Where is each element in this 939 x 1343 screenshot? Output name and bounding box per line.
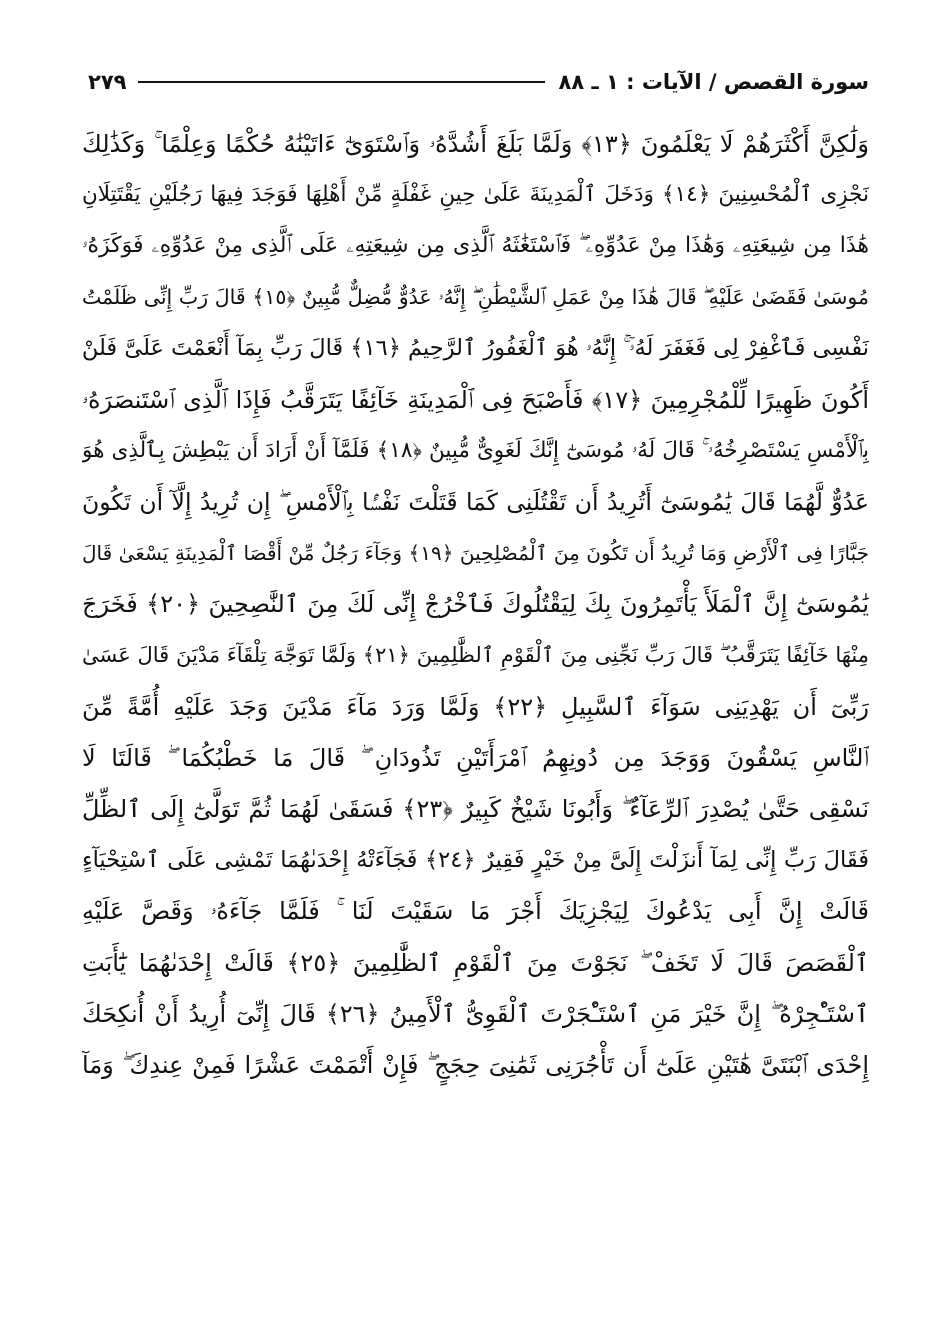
text-line xyxy=(82,732,869,783)
text-line xyxy=(82,476,869,527)
line-text: نَفْسِى فَٱغْفِرْ لِى فَغَفَرَ لَهُۥٓ ۚ إِنَّهُۥ هُوَ ٱلْغَفُورُ ٱلرَّحِيمُ ﴿١٦﴾ قَالَ رَبِّ بِمَآ أَنْعَمْتَ عَلَىَّ فَلَنْ xyxy=(82,335,869,362)
line-text: ٱسْتَـْٔجِرْهُ ۖ إِنَّ خَيْرَ مَنِ ٱسْتَـْٔجَرْتَ ٱلْقَوِىُّ ٱلْأَمِينُ ﴿٢٦﴾ قَالَ إِنِّىٓ أُرِيدُ أَنْ أُنكِحَكَ xyxy=(82,999,869,1028)
text-line xyxy=(82,425,869,476)
text-line xyxy=(82,1039,869,1090)
text-line xyxy=(82,783,869,834)
line-text: ٱلنَّاسِ يَسْقُونَ وَوَجَدَ مِن دُونِهِمُ ٱمْرَأَتَيْنِ تَذُودَانِ ۖ قَالَ مَا خَطْبُكُمَا ۖ قَالَتَا لَا xyxy=(82,743,869,772)
line-text: عَدُوٌّ لَّهُمَا قَالَ يَٰمُوسَىٰٓ أَتُرِيدُ أَن تَقْتُلَنِى كَمَا قَتَلْتَ نَفْسًۢا بِٱلْأَمْسِ ۖ إِن تُرِيدُ إِلَّآ أَن تَكُونَ xyxy=(82,487,869,516)
text-line xyxy=(82,323,869,374)
text-line xyxy=(82,988,869,1039)
text-line xyxy=(82,272,869,323)
line-text: قَالَتْ إِنَّ أَبِى يَدْعُوكَ لِيَجْزِيَكَ أَجْرَ مَا سَقَيْتَ لَنَا ۚ فَلَمَّا جَآءَهُۥ وَقَصَّ عَلَيْهِ xyxy=(82,897,869,926)
line-text: نَسْقِى حَتَّىٰ يُصْدِرَ ٱلرِّعَآءُ ۖ وَأَبُونَا شَيْخٌ كَبِيرٌ ﴿٢٣﴾ فَسَقَىٰ لَهُمَا ثُمَّ تَوَلَّىٰٓ إِلَى ٱلظِّلِّ xyxy=(82,795,869,824)
line-text: إِحْدَى ٱبْنَتَىَّ هَٰتَيْنِ عَلَىٰٓ أَن تَأْجُرَنِى ثَمَٰنِىَ حِجَجٍ ۖ فَإِنْ أَتْمَمْتَ عَشْرًا فَمِنْ عِندِكَ ۖ وَمَآ xyxy=(82,1050,869,1079)
line-text: مِنْهَا خَآئِفًا يَتَرَقَّبُ ۖ قَالَ رَبِّ نَجِّنِى مِنَ ٱلْقَوْمِ ٱلظَّٰلِمِينَ ﴿٢١﴾ وَلَمَّا تَوَجَّهَ تِلْقَآءَ مَدْيَنَ قَالَ عَسَىٰ xyxy=(82,642,869,667)
line-text: مُوسَىٰ فَقَضَىٰ عَلَيْهِ ۖ قَالَ هَٰذَا مِنْ عَمَلِ ٱلشَّيْطَٰنِ ۖ إِنَّهُۥ عَدُوٌّ مُّضِلٌّ مُّبِينٌ ﴿١٥﴾ قَالَ رَبِّ إِنِّى ظَلَمْتُ xyxy=(82,284,869,309)
line-text: يَٰمُوسَىٰٓ إِنَّ ٱلْمَلَأَ يَأْتَمِرُونَ بِكَ لِيَقْتُلُوكَ فَٱخْرُجْ إِنِّى لَكَ مِنَ ٱلنَّٰصِحِينَ ﴿٢٠﴾ فَخَرَجَ xyxy=(82,590,869,619)
text-line xyxy=(82,579,869,630)
text-line xyxy=(82,886,869,937)
line-text: هَٰذَا مِن شِيعَتِهِۦ وَهَٰذَا مِنْ عَدُوِّهِۦ ۖ فَٱسْتَغَٰثَهُ ٱلَّذِى مِن شِيعَتِهِۦ عَلَى ٱلَّذِى مِنْ عَدُوِّهِۦ فَوَكَزَهُۥ xyxy=(82,233,869,259)
text-line xyxy=(82,835,869,886)
surah-title: سورة القصص / الآيات : ١ ـ ٨٨ xyxy=(558,70,869,94)
line-text: أَكُونَ ظَهِيرًا لِّلْمُجْرِمِينَ ﴿١٧﴾ فَأَصْبَحَ فِى ٱلْمَدِينَةِ خَآئِفًا يَتَرَقَّبُ فَإِذَا ٱلَّذِى ٱسْتَنصَرَهُۥ xyxy=(82,385,869,414)
text-line xyxy=(82,118,869,169)
line-text: جَبَّارًا فِى ٱلْأَرْضِ وَمَا تُرِيدُ أَن تَكُونَ مِنَ ٱلْمُصْلِحِينَ ﴿١٩﴾ وَجَآءَ رَجُلٌ مِّنْ أَقْصَا ٱلْمَدِينَةِ يَسْعَىٰ قَالَ xyxy=(82,541,869,566)
text-line xyxy=(82,630,869,681)
header-rule xyxy=(138,81,544,83)
text-line xyxy=(82,937,869,988)
text-line xyxy=(82,681,869,732)
line-text: رَبِّىٓ أَن يَهْدِيَنِى سَوَآءَ ٱلسَّبِيلِ ﴿٢٢﴾ وَلَمَّا وَرَدَ مَآءَ مَدْيَنَ وَجَدَ عَلَيْهِ أُمَّةً مِّنَ xyxy=(82,692,869,721)
line-text: بِٱلْأَمْسِ يَسْتَصْرِخُهُۥ ۚ قَالَ لَهُۥ مُوسَىٰٓ إِنَّكَ لَغَوِىٌّ مُّبِينٌ ﴿١٨﴾ فَلَمَّآ أَنْ أَرَادَ أَن يَبْطِشَ بِٱلَّذِى هُوَ xyxy=(82,438,869,464)
line-text: فَقَالَ رَبِّ إِنِّى لِمَآ أَنزَلْتَ إِلَىَّ مِنْ خَيْرٍ فَقِيرٌ ﴿٢٤﴾ فَجَآءَتْهُ إِحْدَىٰهُمَا تَمْشِى عَلَى ٱسْتِحْيَآءٍ xyxy=(82,847,869,874)
text-line xyxy=(82,528,869,579)
line-text: وَلَٰكِنَّ أَكْثَرَهُمْ لَا يَعْلَمُونَ ﴿١٣﴾ وَلَمَّا بَلَغَ أَشُدَّهُۥ وَٱسْتَوَىٰٓ ءَاتَيْنَٰهُ حُكْمًا وَعِلْمًا ۚ وَكَذَٰلِكَ xyxy=(82,129,869,158)
quran-text xyxy=(82,118,869,1091)
line-text: نَجْزِى ٱلْمُحْسِنِينَ ﴿١٤﴾ وَدَخَلَ ٱلْمَدِينَةَ عَلَىٰ حِينِ غَفْلَةٍ مِّنْ أَهْلِهَا فَوَجَدَ فِيهَا رَجُلَيْنِ يَقْتَتِلَانِ xyxy=(82,182,869,208)
text-line xyxy=(82,220,869,271)
page-header xyxy=(88,62,869,102)
text-line xyxy=(82,169,869,220)
line-text: ٱلْقَصَصَ قَالَ لَا تَخَفْ ۖ نَجَوْتَ مِنَ ٱلْقَوْمِ ٱلظَّٰلِمِينَ ﴿٢٥﴾ قَالَتْ إِحْدَىٰهُمَا يَٰٓأَبَتِ xyxy=(82,948,869,977)
text-line xyxy=(82,374,869,425)
page-number: ٢٧٩ xyxy=(88,70,127,94)
